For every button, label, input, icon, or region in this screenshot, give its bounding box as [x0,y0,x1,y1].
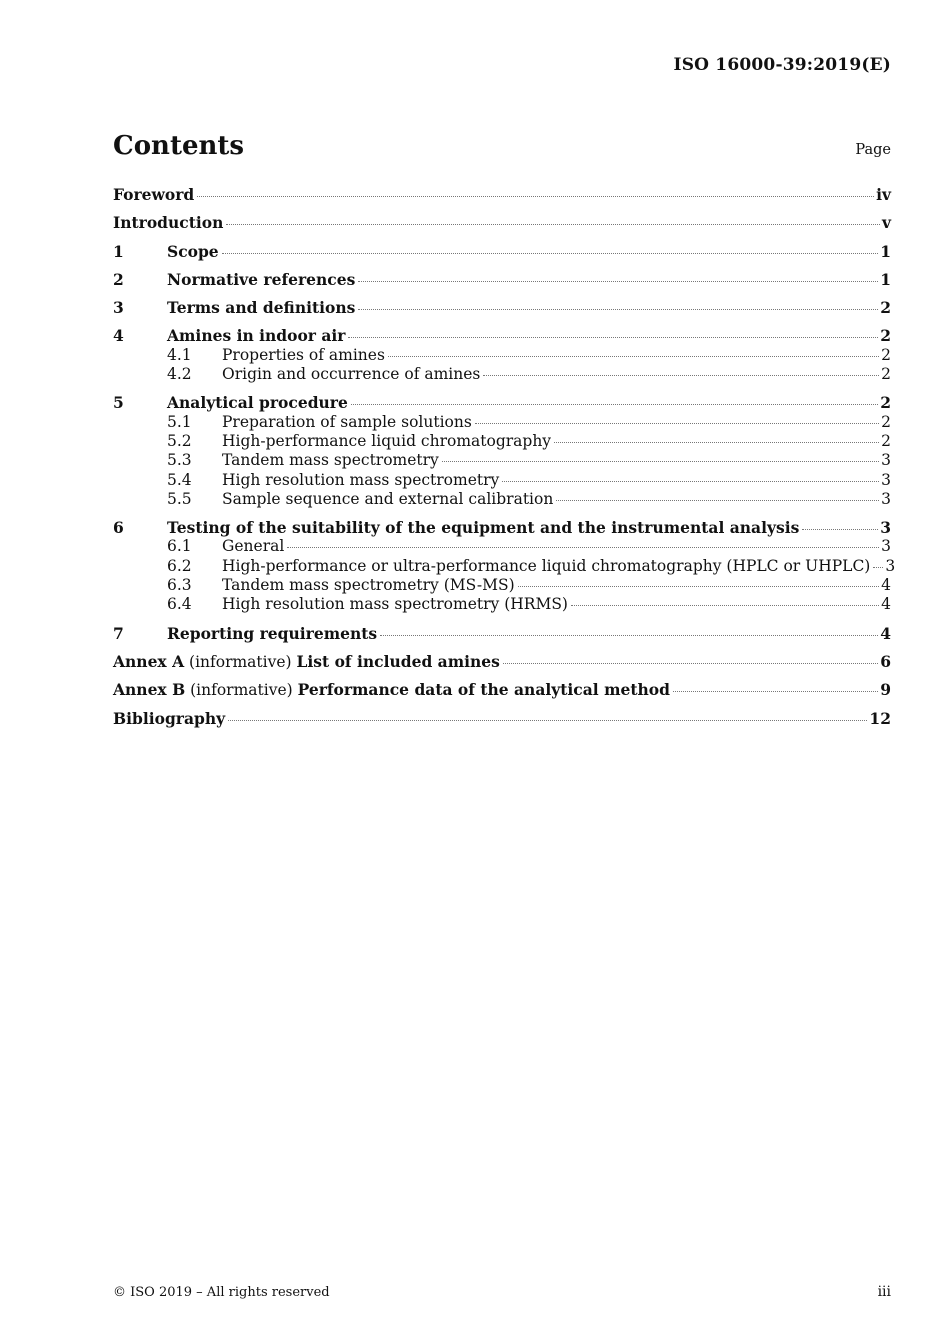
toc-subentry[interactable] [113,451,891,470]
toc-subentry[interactable] [113,346,891,365]
toc-entry-page: 4 [880,623,891,643]
toc-entry-page: 2 [881,345,891,364]
toc-entry-annex-type: (informative) [184,652,297,671]
toc-entry-number: 2 [113,269,124,289]
toc-entry-number: 6.2 [167,556,192,575]
toc-entry-page: 2 [881,412,891,431]
dot-leader [556,500,879,501]
toc-entry-number: 5.5 [167,489,192,508]
dot-leader [502,481,879,482]
toc-entry-title-text: Tandem mass spectrometry [222,451,439,470]
toc-entry[interactable] [113,270,891,289]
toc-entry[interactable] [113,393,891,412]
dot-leader [358,281,878,282]
dot-leader [571,605,879,606]
toc-entry-number: 1 [113,241,124,261]
toc-entry-page: 1 [880,269,891,289]
toc-entry-title [222,471,499,490]
dot-leader [442,461,879,462]
dot-leader [222,253,879,254]
toc-entry-page: 4 [881,576,891,595]
toc-subentry[interactable] [113,432,891,451]
toc-entry-page: 12 [869,708,891,728]
toc-entry[interactable] [113,518,891,537]
dot-leader [673,691,878,692]
toc-entry-page: 2 [880,298,891,318]
toc-entry-number: 5.3 [167,451,192,470]
toc-entry-page: 9 [880,680,891,700]
dot-leader [483,375,879,376]
toc-subentry[interactable] [113,365,891,384]
toc-entry-number: 6.3 [167,576,192,595]
dot-leader [380,635,878,636]
toc-entry-title-text: Foreword [113,185,195,204]
toc-entry-page: 3 [885,556,896,575]
toc-entry-title-text: Reporting requirements [167,623,378,643]
toc-entry-title-text: General [222,537,285,556]
toc-entry-page: 1 [880,241,891,261]
toc-entry-number: 5 [113,393,124,413]
toc-entry-number: 5.1 [167,412,192,431]
toc-entry-title [167,298,355,317]
dot-leader [503,663,878,664]
toc-entry-page: 6 [880,651,891,671]
toc-entry-title-text: Normative references [167,269,356,289]
toc-entry-title [113,652,500,672]
toc-entry[interactable] [113,709,891,728]
toc-entry-title [167,393,348,412]
toc-entry-title-text: High-performance liquid chromatography [222,431,552,450]
toc-entry[interactable] [113,242,891,261]
toc-entry-number: 4.1 [167,345,192,364]
toc-entry[interactable] [113,652,891,671]
dot-leader [873,567,883,568]
toc-entry-annex-type: (informative) [185,681,298,700]
toc-entry-title-text: High-performance or ultra-performance liquid chromatography (HPLC or UHPLC) [222,556,871,575]
toc-entry-title [222,490,553,509]
toc-entry-title [222,576,515,595]
dot-leader [287,547,879,548]
toc-subentry[interactable] [113,576,891,595]
toc-entry-title-text: High resolution mass spectrometry [222,470,500,489]
toc-entry-page: 2 [881,431,891,450]
toc-entry-page: 3 [880,518,891,538]
toc-entry[interactable] [113,624,891,643]
page-title: Contents [113,131,245,161]
page-number: iii [877,1284,891,1300]
toc-entry-title [222,365,480,384]
toc-entry-title-text: High resolution mass spectrometry (HRMS) [222,595,568,614]
toc-entry[interactable] [113,680,891,699]
toc-entry-title [113,185,194,204]
toc-entry-title [222,537,284,556]
toc-entry-title-text: Scope [167,241,219,261]
toc-entry-title-text: Tandem mass spectrometry (MS-MS) [222,576,515,595]
toc-entry-number: 4.2 [167,365,192,384]
toc-entry-title [222,432,551,451]
page-column-label: Page [855,142,891,158]
toc-entry-title-text: Preparation of sample solutions [222,412,472,431]
dot-leader [358,309,878,310]
toc-entry-title [222,346,385,365]
toc-entry-title-text: Introduction [113,213,224,233]
toc-subentry[interactable] [113,471,891,490]
dot-leader [226,224,880,225]
document-id: ISO 16000-39:2019(E) [673,55,891,75]
toc-entry-page: 3 [881,470,891,489]
toc-entry-title [222,557,870,576]
toc-entry-title [113,709,225,728]
toc-entry[interactable] [113,185,891,204]
toc-entry-number: 3 [113,298,124,318]
toc-entry-annex-title: Performance data of the analytical method [297,680,670,700]
dot-leader [388,356,879,357]
toc-entry-title [167,270,355,289]
toc-entry-number: 5.4 [167,470,192,489]
toc-entry-page: 2 [880,393,891,413]
toc-entry-page: 3 [881,537,891,556]
toc-entry-number: 6.1 [167,537,192,556]
toc-subentry[interactable] [113,413,891,432]
toc-subentry[interactable] [113,556,896,576]
toc-entry-page: 3 [881,451,891,470]
dot-leader [351,404,878,405]
toc-entry-number: 6 [113,518,124,538]
toc-subentry[interactable] [113,595,891,614]
toc-entry-title-text: Testing of the suitability of the equipment and the instrumental analysis [167,518,800,538]
dot-leader [475,423,879,424]
toc-entry-number: 5.2 [167,431,192,450]
copyright-notice: © ISO 2019 – All rights reserved [113,1285,330,1300]
dot-leader [554,442,879,443]
toc-entry-title [113,680,670,700]
toc-entry-title-text: Terms and definitions [167,298,356,318]
table-of-contents [113,185,896,728]
toc-entry-title [167,518,799,537]
toc-entry-page: 4 [881,595,891,614]
toc-entry[interactable] [113,326,891,345]
dot-leader [348,337,878,338]
toc-entry-title [167,326,345,345]
toc-entry-title-text: Bibliography [113,708,226,728]
toc-entry-number: 7 [113,623,124,643]
toc-entry-title-text: Sample sequence and external calibration [222,489,554,508]
dot-leader [802,529,878,530]
toc-entry-title-text: Amines in indoor air [167,326,346,346]
toc-entry-title-text: Analytical procedure [167,393,348,413]
toc-entry-page: 2 [881,365,891,384]
toc-entry-page: 3 [881,489,891,508]
dot-leader [228,720,867,721]
toc-entry-page: v [881,213,891,233]
toc-entry-title [222,595,568,614]
toc-entry-number: 6.4 [167,595,192,614]
toc-entry-title-text: Origin and occurrence of amines [222,365,481,384]
toc-subentry[interactable] [113,490,891,509]
toc-entry-title [113,213,223,232]
dot-leader [197,196,874,197]
toc-entry-annex-title: List of included amines [296,651,500,671]
toc-entry-title [167,242,219,261]
dot-leader [518,586,880,587]
toc-entry[interactable] [113,213,891,232]
toc-entry-title [222,413,472,432]
toc-entry-title [167,624,377,643]
toc-entry-page: iv [876,185,891,204]
toc-entry[interactable] [113,298,891,317]
toc-entry-title [222,451,439,470]
toc-entry-number: 4 [113,326,124,346]
toc-entry-page: 2 [880,326,891,346]
toc-entry-title-text: Properties of amines [222,345,385,364]
toc-entry-title-text: Annex A [113,651,185,671]
toc-subentry[interactable] [113,537,891,556]
toc-entry-title-text: Annex B [113,680,186,700]
